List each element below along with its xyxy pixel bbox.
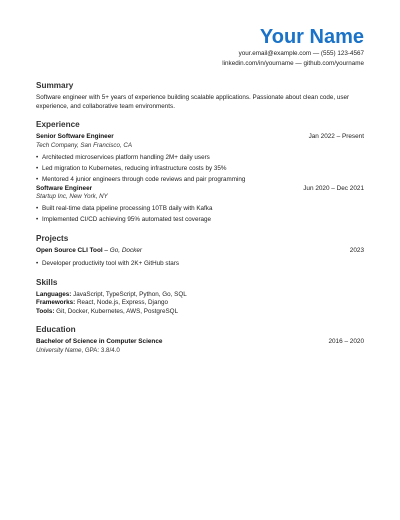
job-role: Senior Software Engineer	[36, 133, 114, 141]
education-section	[36, 325, 364, 355]
skills-frameworks-value: React, Node.js, Express, Django	[75, 299, 168, 307]
education-details	[36, 347, 364, 355]
education-dates: 2016 – 2020	[328, 338, 364, 346]
skills-frameworks	[36, 299, 364, 307]
experience-section	[36, 120, 364, 225]
job-dates: Jan 2022 – Present	[308, 133, 364, 141]
job-role: Software Engineer	[36, 184, 93, 192]
skills-languages	[36, 291, 364, 299]
list-item: • Developer productivity tool with 2K+ GitHub stars	[36, 258, 364, 269]
projects-heading: Projects	[36, 234, 69, 244]
projects-section	[36, 234, 364, 269]
list-item: • Built real-time data pipeline processing 10TB daily with Kafka	[36, 203, 364, 214]
skills-languages-value: JavaScript, TypeScript, Python, Go, SQL	[71, 290, 187, 298]
list-item: • Led migration to Kubernetes, reducing infrastructure costs by 35%	[36, 163, 364, 174]
job-entry	[36, 133, 364, 185]
skills-frameworks-label: Frameworks:	[36, 299, 76, 307]
education-gpa: , GPA: 3.8/4.0	[81, 346, 120, 354]
skills-section	[36, 278, 364, 316]
education-degree: Bachelor of Science in Computer Science	[36, 338, 163, 346]
summary-section	[36, 81, 364, 111]
skills-tools-label: Tools:	[36, 307, 55, 315]
skills-languages-label: Languages:	[36, 290, 72, 298]
list-item: • Implemented CI/CD achieving 95% automated test coverage	[36, 214, 364, 225]
contact-line-email-phone: your.email@example.com — (555) 123-4567	[238, 50, 364, 57]
summary-text: Software engineer with 5+ years of experience building scalable applications. Passionate about clean code, user experience, and collaborative team environments.	[36, 94, 350, 110]
summary-heading: Summary	[36, 81, 74, 90]
project-title	[36, 247, 142, 256]
job-entry	[36, 185, 364, 226]
job-company: Startup Inc, New York, NY	[36, 193, 108, 201]
resume-header	[36, 0, 364, 68]
experience-heading: Experience	[36, 120, 80, 130]
list-item: • Architected microservices platform handling 2M+ daily users	[36, 152, 364, 163]
skills-heading: Skills	[36, 277, 58, 287]
list-item: • Mentored 4 junior engineers through code reviews and pair programming	[36, 174, 364, 185]
skills-tools-value: Git, Docker, Kubernetes, AWS, PostgreSQL	[54, 307, 179, 315]
job-company: Tech Company, San Francisco, CA	[36, 141, 132, 149]
education-heading: Education	[36, 325, 76, 335]
contact-line-profiles: linkedin.com/in/yourname — github.com/yourname	[222, 60, 364, 67]
project-bullets	[36, 258, 364, 269]
education-university: University Name	[36, 346, 82, 354]
job-bullets	[36, 152, 364, 185]
project-name: Open Source CLI Tool	[36, 247, 103, 255]
skills-tools	[36, 308, 364, 316]
candidate-name: Your Name	[259, 26, 364, 48]
job-bullets	[36, 203, 364, 225]
job-dates: Jun 2020 – Dec 2021	[303, 184, 364, 192]
project-stack: – Go, Docker	[102, 247, 143, 255]
project-year: 2023	[349, 247, 364, 255]
